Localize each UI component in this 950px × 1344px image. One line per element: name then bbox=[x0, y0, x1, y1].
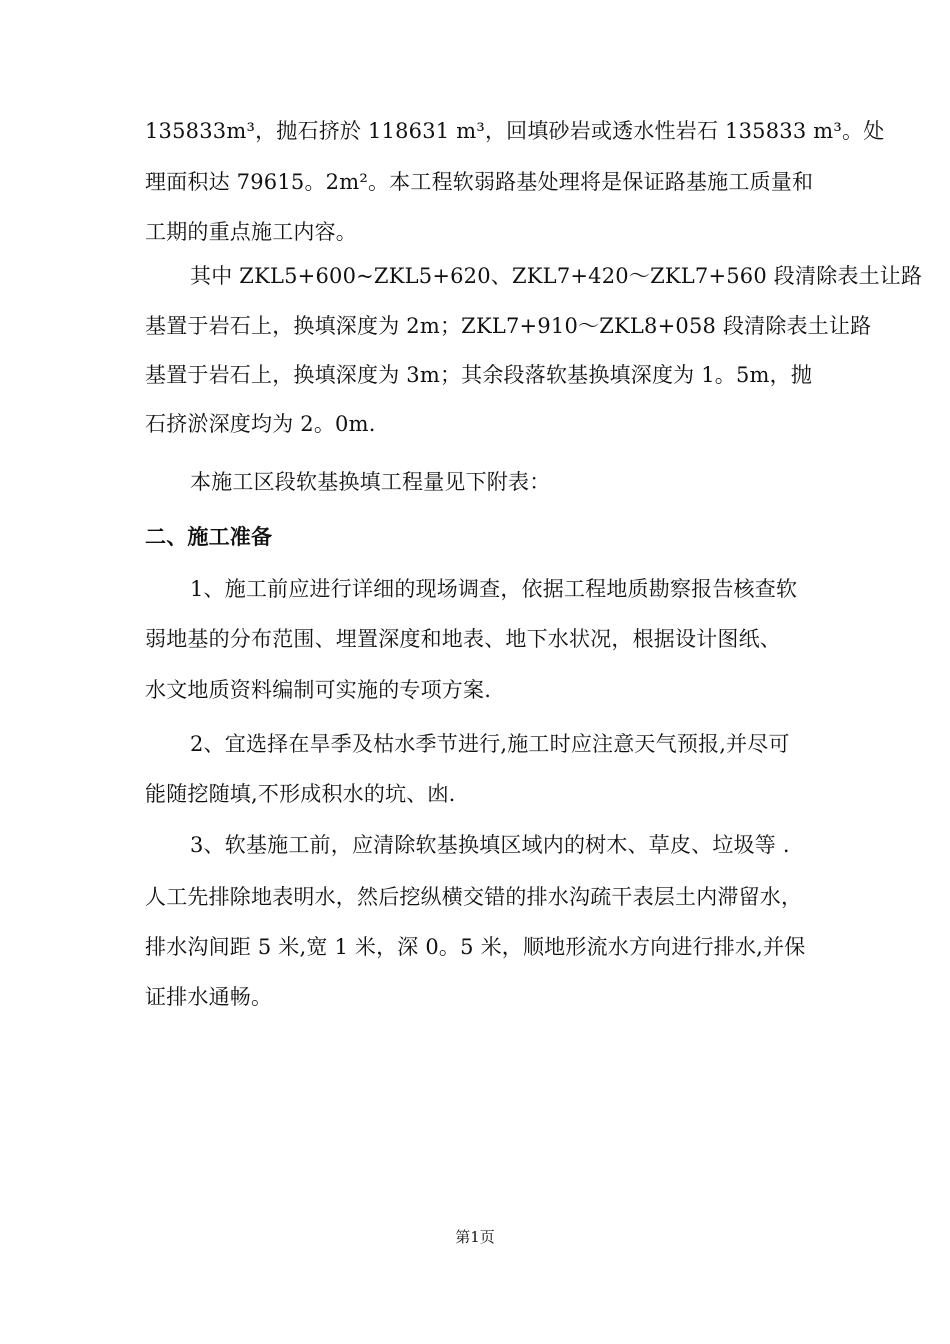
paragraph-6-line-3: 排水沟间距 5 米,宽 1 米，深 0。5 米，顺地形流水方向进行排水,并保 bbox=[145, 935, 806, 959]
paragraph-1-line-2: 理面积达 79615。2m²。本工程软弱路基处理将是保证路基施工质量和 bbox=[145, 170, 814, 194]
section-heading: 二、施工准备 bbox=[145, 524, 273, 549]
page-number: 第1页 bbox=[455, 1228, 495, 1246]
paragraph-1-line-3: 工期的重点施工内容。 bbox=[145, 220, 357, 244]
paragraph-4-line-1: 1、施工前应进行详细的现场调查，依据工程地质勘察报告核查软 bbox=[190, 577, 798, 601]
paragraph-4-line-3: 水文地质资料编制可实施的专项方案. bbox=[145, 678, 492, 702]
paragraph-4-line-2: 弱地基的分布范围、埋置深度和地表、地下水状况，根据设计图纸、 bbox=[145, 627, 781, 651]
paragraph-2-line-4: 石挤淤深度均为 2。0m. bbox=[145, 412, 376, 436]
paragraph-3-line-1: 本施工区段软基换填工程量见下附表： bbox=[190, 470, 551, 494]
paragraph-6-line-4: 证排水通畅。 bbox=[145, 985, 273, 1009]
paragraph-5-line-2: 能随挖随填,不形成积水的坑、凼. bbox=[145, 782, 456, 806]
paragraph-1-line-1: 135833m³，抛石挤於 118631 m³，回填砂岩或透水性岩石 135833 m³。处 bbox=[145, 119, 885, 143]
paragraph-5-line-1: 2、宜选择在旱季及枯水季节进行,施工时应注意天气预报,并尽可 bbox=[190, 732, 790, 756]
paragraph-2-line-1: 其中 ZKL5+600~ZKL5+620、ZKL7+420～ZKL7+560 段清除表土让路 bbox=[190, 264, 923, 288]
paragraph-6-line-2: 人工先排除地表明水，然后挖纵横交错的排水沟疏干表层土内滞留水， bbox=[145, 885, 803, 909]
paragraph-2-line-2: 基置于岩石上，换填深度为 2m；ZKL7+910～ZKL8+058 段清除表土让路 bbox=[145, 314, 872, 338]
paragraph-2-line-3: 基置于岩石上，换填深度为 3m；其余段落软基换填深度为 1。5m，抛 bbox=[145, 363, 813, 387]
paragraph-6-line-1: 3、软基施工前，应清除软基换填区域内的树木、草皮、垃圾等 . bbox=[190, 833, 790, 857]
